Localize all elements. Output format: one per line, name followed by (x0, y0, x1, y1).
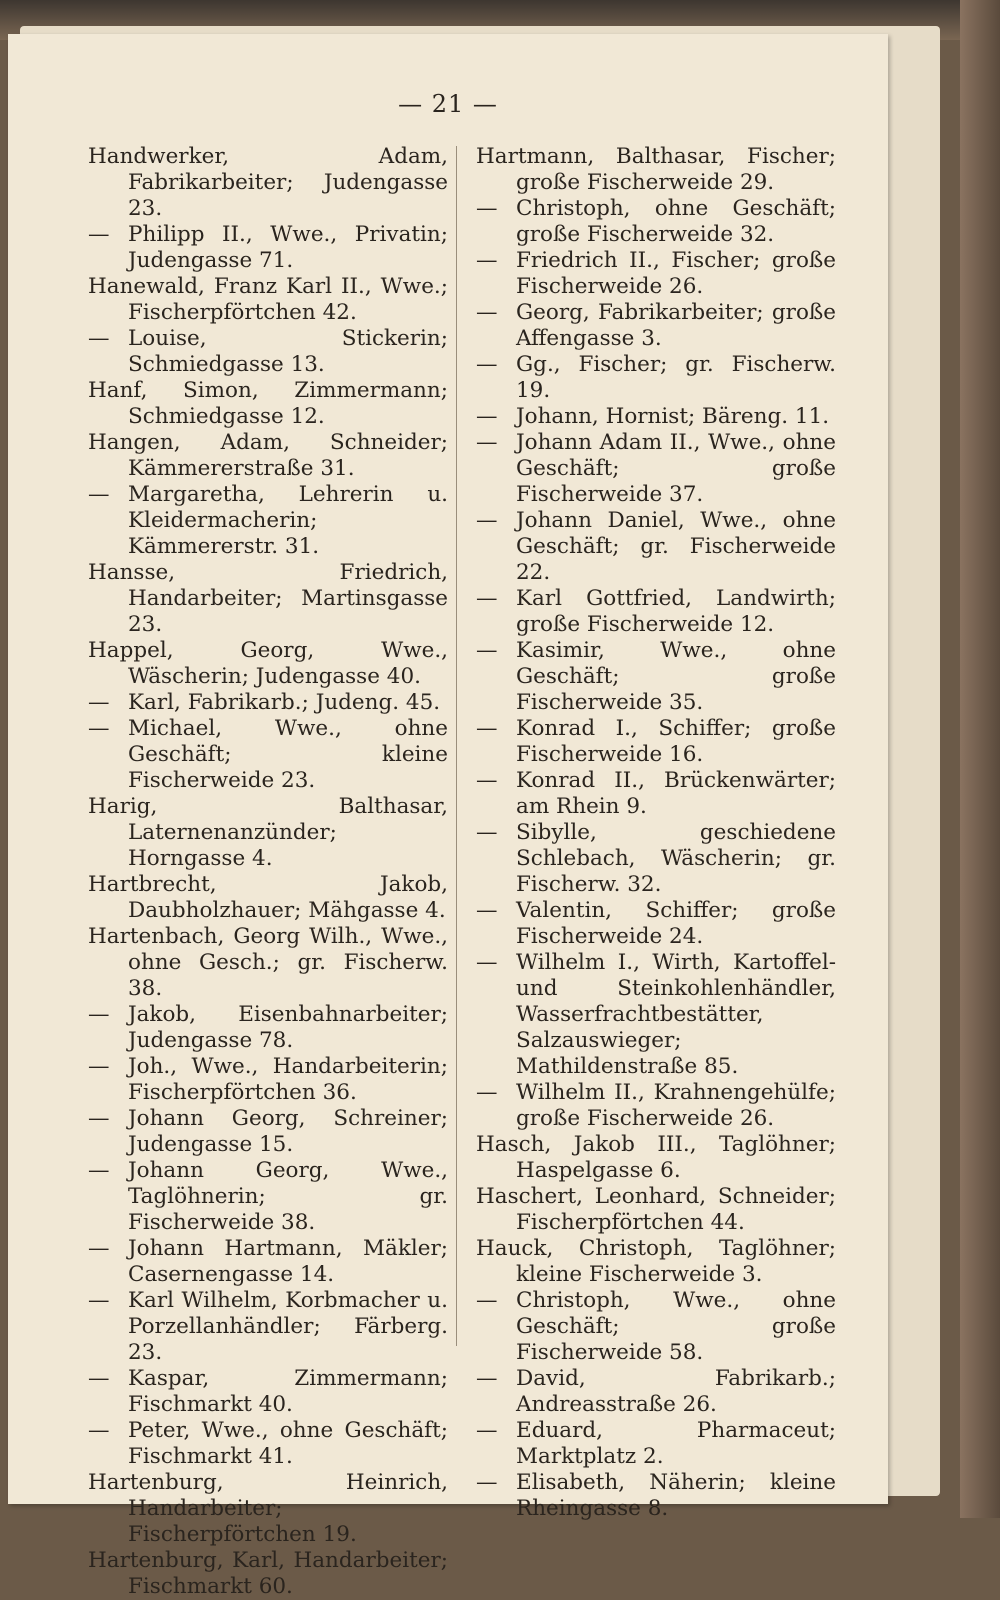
list-item: — Karl, Fabrikarb.; Judeng. 45. (88, 690, 441, 715)
list-item: — Kasimir, Wwe., ohne Geschäft; große Fischerweide 35. (476, 638, 836, 715)
list-item: Haschert, Leonhard, Schneider; Fischerpförtchen 44. (476, 1184, 836, 1235)
list-item: — Christoph, ohne Geschäft; große Fischerweide 32. (476, 196, 836, 247)
list-item: — Eduard, Pharmaceut; Marktplatz 2. (476, 1418, 836, 1469)
list-item: — Johann Hartmann, Mäkler; Casernengasse 14. (88, 1236, 448, 1287)
list-item: — Valentin, Schiffer; große Fischerweide 24. (476, 898, 836, 949)
right-column (476, 144, 836, 1522)
list-item: Hanewald, Franz Karl II., Wwe.; Fischerpförtchen 42. (88, 274, 448, 325)
column-divider (456, 146, 457, 1346)
list-item: — Gg., Fischer; gr. Fischerw. 19. (476, 352, 836, 403)
list-item: — Michael, Wwe., ohne Geschäft; kleine Fischerweide 23. (88, 716, 448, 793)
list-item: Hauck, Christoph, Taglöhner; kleine Fischerweide 3. (476, 1236, 836, 1287)
list-item: — Johann Georg, Schreiner; Judengasse 15. (88, 1106, 448, 1157)
list-item: — Christoph, Wwe., ohne Geschäft; große Fischerweide 58. (476, 1288, 836, 1365)
list-item: — Karl Wilhelm, Korbmacher u. Porzellanhändler; Färberg. 23. (88, 1288, 448, 1365)
list-item: — Joh., Wwe., Handarbeiterin; Fischerpförtchen 36. (88, 1054, 448, 1105)
list-item: Hartenburg, Heinrich, Handarbeiter; Fischerpförtchen 19. (88, 1470, 448, 1547)
document-page (8, 34, 888, 1599)
list-item: — Johann Georg, Wwe., Taglöhnerin; gr. Fischerweide 38. (88, 1158, 448, 1235)
list-item: — Konrad II., Brückenwärter; am Rhein 9. (476, 768, 836, 819)
list-item: — Sibylle, geschiedene Schlebach, Wäscherin; gr. Fischerw. 32. (476, 820, 836, 897)
list-item: — Elisabeth, Näherin; kleine Rheingasse 8. (476, 1470, 836, 1521)
list-item: Hanf, Simon, Zimmermann; Schmiedgasse 12. (88, 378, 448, 429)
list-item: — Peter, Wwe., ohne Geschäft; Fischmarkt 41. (88, 1418, 448, 1469)
list-item: — Johann Adam II., Wwe., ohne Geschäft; große Fischerweide 37. (476, 430, 836, 507)
list-item: — Konrad I., Schiffer; große Fischerweide 16. (476, 716, 836, 767)
book-cover-spine (960, 0, 1000, 1518)
list-item: — Friedrich II., Fischer; große Fischerweide 26. (476, 248, 836, 299)
list-item: Handwerker, Adam, Fabrikarbeiter; Judengasse 23. (88, 144, 448, 221)
list-item: Hartbrecht, Jakob, Daubholzhauer; Mähgasse 4. (88, 872, 448, 923)
list-item: — Philipp II., Wwe., Privatin; Judengasse 71. (88, 222, 448, 273)
list-item: Hasch, Jakob III., Taglöhner; Haspelgasse 6. (476, 1132, 836, 1183)
list-item: — Wilhelm II., Krahnengehülfe; große Fischerweide 26. (476, 1080, 836, 1131)
list-item: Hangen, Adam, Schneider; Kämmererstraße 31. (88, 430, 448, 481)
list-item: — Karl Gottfried, Landwirth; große Fischerweide 12. (476, 586, 836, 637)
page-number: — 21 — (398, 90, 498, 118)
list-item: — Margaretha, Lehrerin u. Kleidermacherin; Kämmererstr. 31. (88, 482, 448, 559)
list-item: — Johann, Hornist; Bäreng. 11. (476, 404, 830, 429)
list-item: Hartenburg, Karl, Handarbeiter; Fischmarkt 60. (88, 1548, 448, 1599)
list-item: — Louise, Stickerin; Schmiedgasse 13. (88, 326, 448, 377)
list-item: — Jakob, Eisenbahnarbeiter; Judengasse 78. (88, 1002, 448, 1053)
list-item: — Johann Daniel, Wwe., ohne Geschäft; gr. Fischerweide 22. (476, 508, 836, 585)
list-item: Hartenbach, Georg Wilh., Wwe., ohne Gesch.; gr. Fischerw. 38. (88, 924, 448, 1001)
list-item: — Wilhelm I., Wirth, Kartoffel- und Steinkohlenhändler, Wasserfrachtbestätter, Salzauswieger; Mathildenstraße 85. (476, 950, 836, 1079)
list-item: — David, Fabrikarb.; Andreasstraße 26. (476, 1366, 836, 1417)
list-item: Hansse, Friedrich, Handarbeiter; Martinsgasse 23. (88, 560, 448, 637)
left-column (88, 144, 448, 1600)
list-item: — Kaspar, Zimmermann; Fischmarkt 40. (88, 1366, 448, 1417)
list-item: Happel, Georg, Wwe., Wäscherin; Judengasse 40. (88, 638, 448, 689)
list-item: — Georg, Fabrikarbeiter; große Affengasse 3. (476, 300, 836, 351)
list-item: Hartmann, Balthasar, Fischer; große Fischerweide 29. (476, 144, 836, 195)
list-item: Harig, Balthasar, Laternenanzünder; Horngasse 4. (88, 794, 448, 871)
